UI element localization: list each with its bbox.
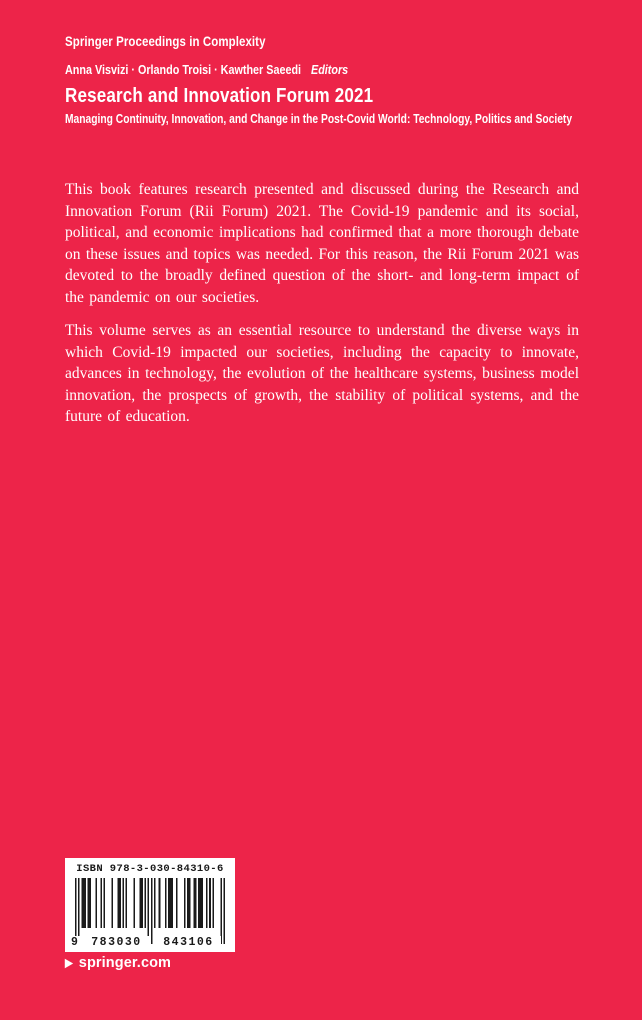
- book-title: Research and Innovation Forum 2021: [65, 84, 374, 107]
- barcode-digit-group: 783030: [84, 936, 149, 949]
- blurb-paragraph-1: This book features research presented and discussed during the Research and Innovation Forum (Rii Forum) 2021. The Covid-19 pandemic and its social, political, and economic implications had confirmed that a more thorough debate on these issues and topics was needed. For this reason, the Rii Forum 2021 was devoted to the broadly defined question of the short- and long-term impact of the pandemic on our societies.: [65, 181, 579, 306]
- series-title: Springer Proceedings in Complexity: [65, 34, 266, 49]
- barcode-digit-group: 843106: [156, 936, 221, 949]
- barcode-digit-group: 9: [69, 936, 80, 949]
- triangle-arrow-icon: ▶: [65, 956, 73, 970]
- publisher-url: springer.com: [78, 955, 172, 971]
- isbn-number-label: ISBN 978-3-030-84310-6: [76, 863, 224, 875]
- editors-label: Editors: [311, 62, 349, 77]
- blurb-paragraph-2: This volume serves as an essential resource to understand the diverse ways in which Covid-19 impacted our societies, including the capacity to innovate, advances in technology, the evolution of the healthcare systems, business model innovation, the prospects of growth, the stability of political systems, and the future of education.: [65, 322, 579, 425]
- back-cover-blurb: [65, 179, 579, 440]
- isbn-barcode: [65, 858, 235, 952]
- book-subtitle: Managing Continuity, Innovation, and Change in the Post-Covid World: Technology, Politics and Society: [65, 111, 573, 126]
- barcode-digits: [65, 935, 235, 949]
- publisher-link: [65, 955, 171, 971]
- editors-line: [65, 62, 348, 77]
- editors-names: Anna Visvizi · Orlando Troisi · Kawther Saeedi: [65, 62, 302, 77]
